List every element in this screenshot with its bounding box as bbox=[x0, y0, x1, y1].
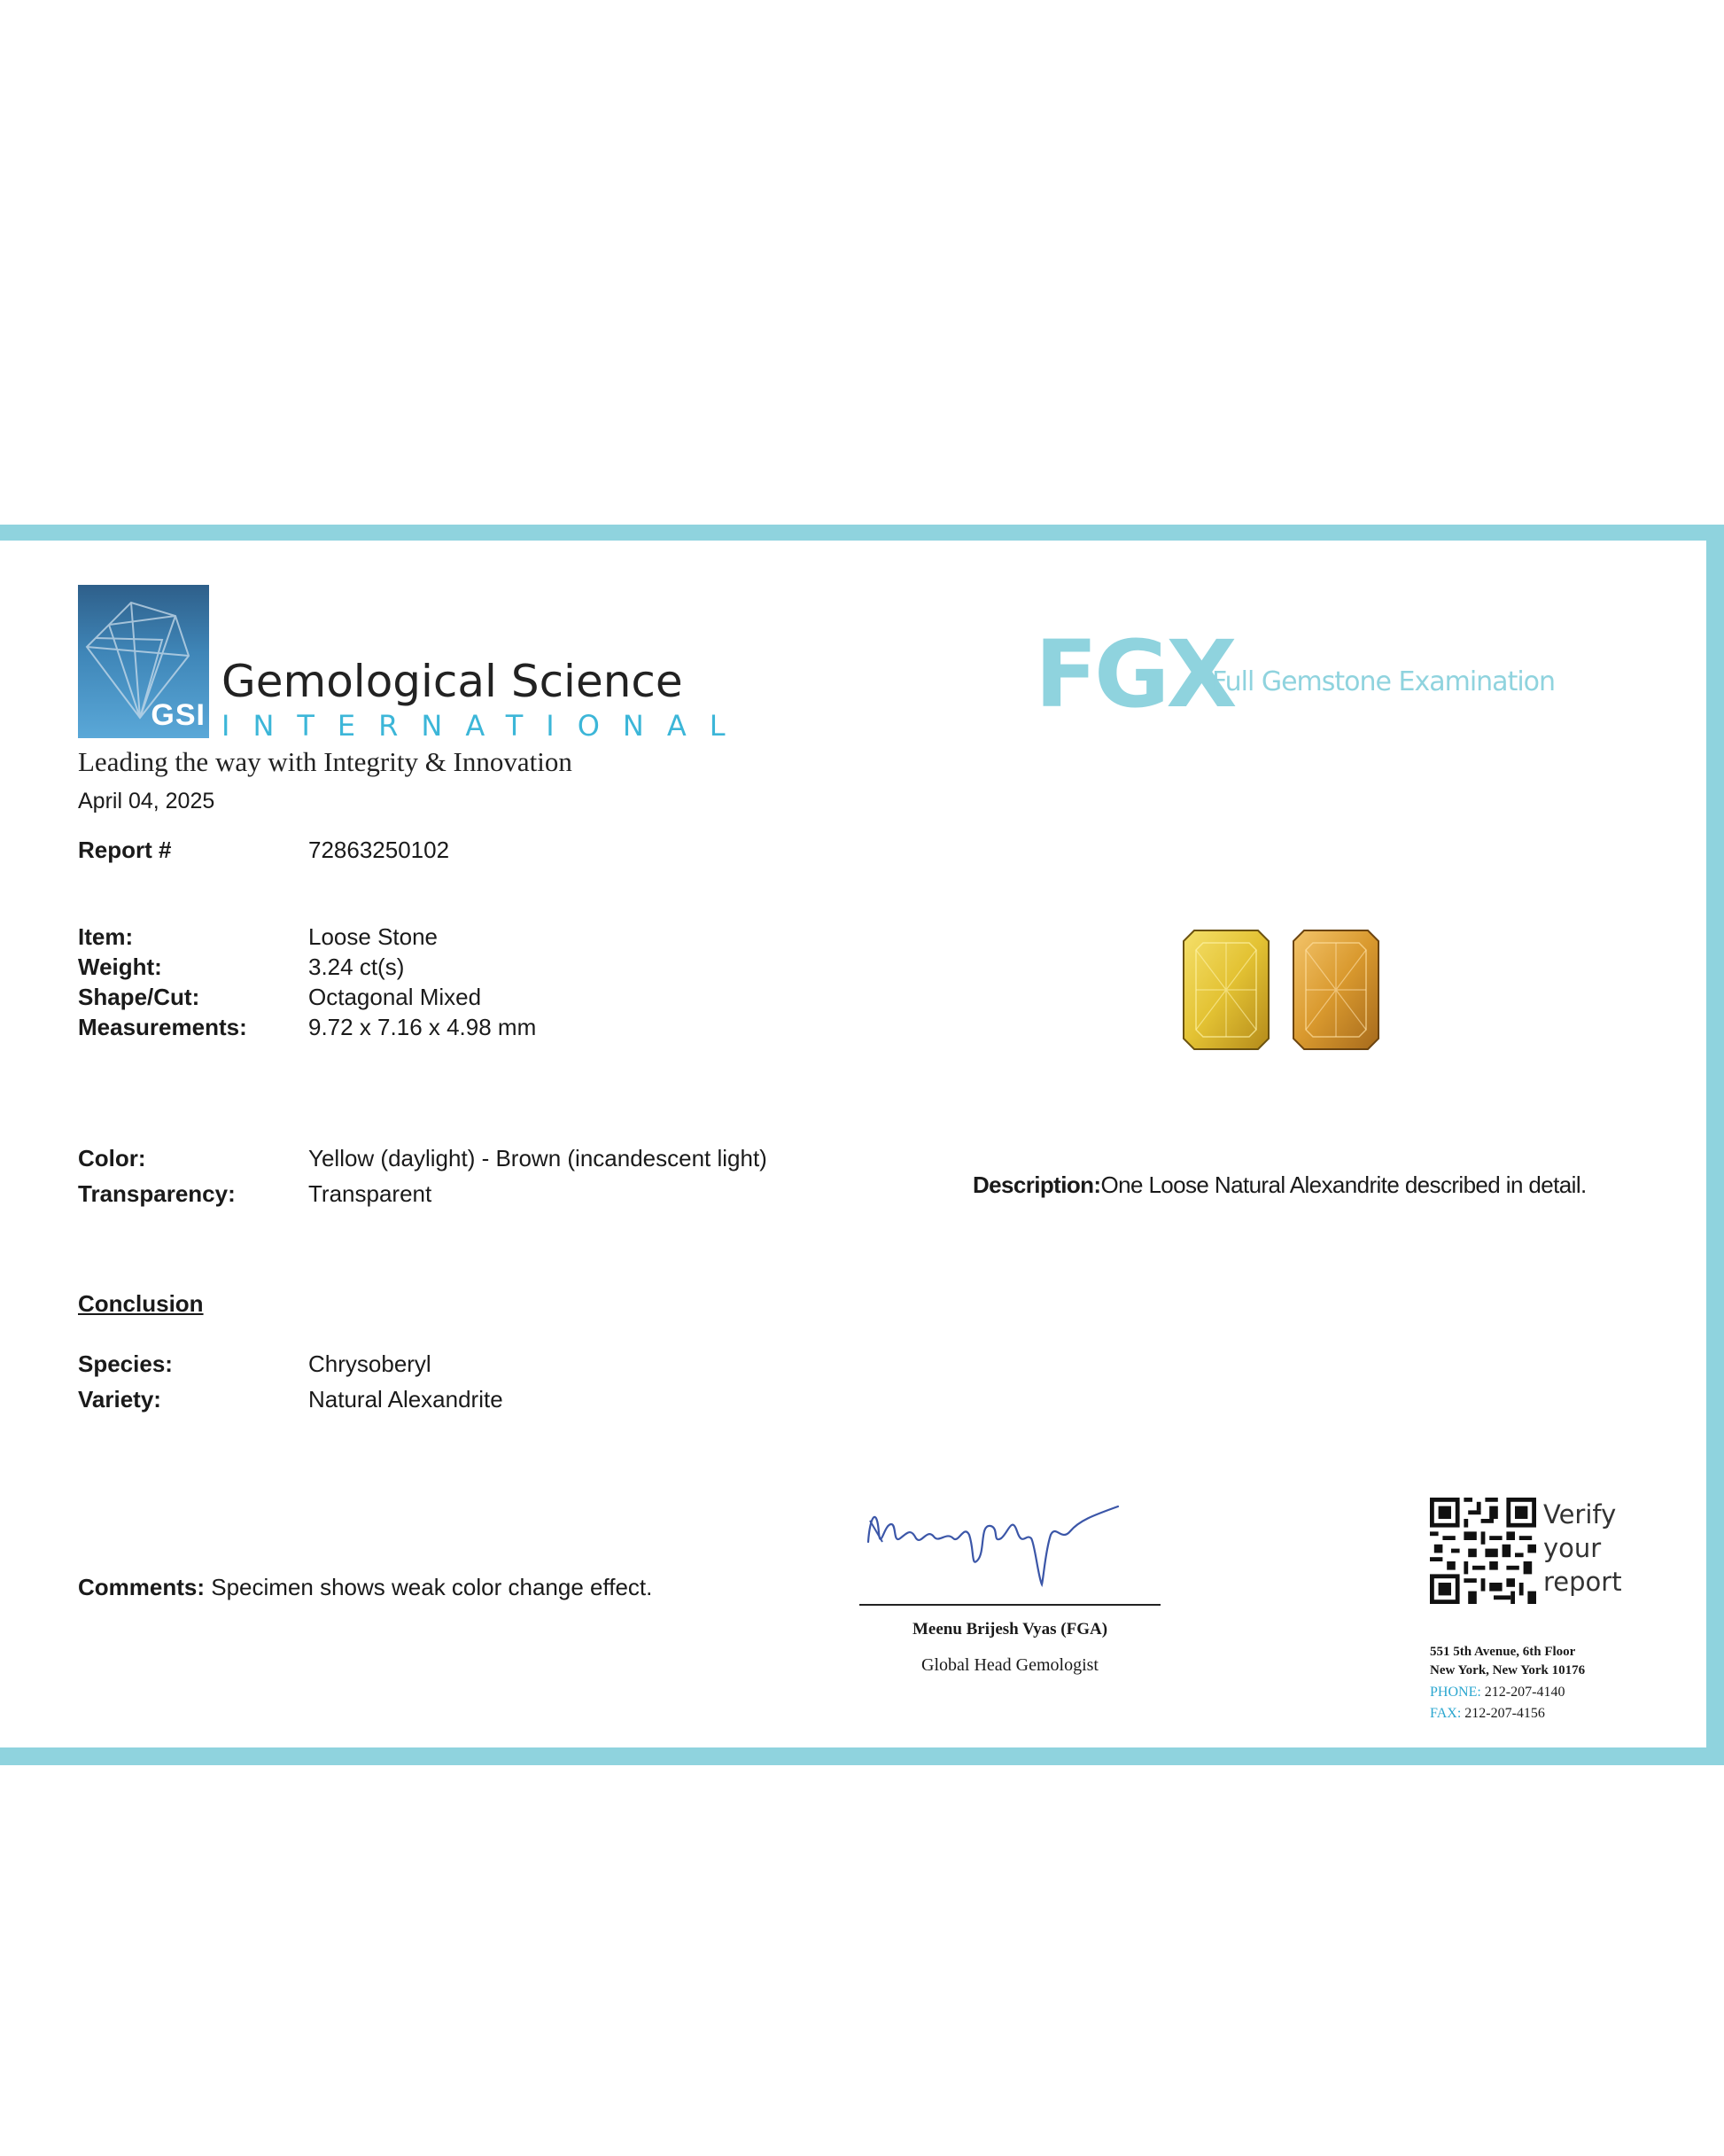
color-value: Yellow (daylight) - Brown (incandescent light) bbox=[308, 1145, 767, 1171]
variety-value: Natural Alexandrite bbox=[308, 1386, 503, 1413]
signatory-name: Meenu Brijesh Vyas (FGA) bbox=[912, 1620, 1108, 1638]
species-value: Chrysoberyl bbox=[308, 1350, 431, 1377]
certificate-body bbox=[0, 541, 1706, 1747]
verify-line-1: Verify bbox=[1543, 1499, 1617, 1529]
comments-text: Specimen shows weak color change effect. bbox=[211, 1574, 653, 1600]
color-label: Color: bbox=[78, 1145, 146, 1171]
address-line-1: 551 5th Avenue, 6th Floor bbox=[1430, 1645, 1576, 1659]
conclusion-heading: Conclusion bbox=[78, 1290, 204, 1317]
weight-value: 3.24 ct(s) bbox=[308, 953, 405, 980]
item-value: Loose Stone bbox=[308, 923, 439, 950]
signature-image bbox=[861, 1480, 1127, 1595]
qr-code-icon[interactable] bbox=[1430, 1498, 1536, 1604]
description-label: Description: bbox=[973, 1171, 1101, 1198]
weight-label: Weight: bbox=[78, 953, 162, 980]
gsi-logo-diamond-icon bbox=[78, 585, 209, 738]
phone-row bbox=[1430, 1682, 1565, 1703]
signature-line bbox=[859, 1604, 1161, 1606]
verify-line-2: your bbox=[1543, 1533, 1602, 1563]
company-international: INTERNATIONAL bbox=[221, 709, 749, 743]
fax-label: FAX: bbox=[1430, 1706, 1462, 1721]
gem-incandescent bbox=[1293, 930, 1378, 1049]
gem-daylight bbox=[1184, 930, 1269, 1049]
verify-line-3: report bbox=[1543, 1567, 1622, 1597]
address-line-2: New York, New York 10176 bbox=[1430, 1663, 1586, 1677]
fax-row bbox=[1430, 1703, 1565, 1724]
fgx-title: Full Gemstone Examination bbox=[1212, 666, 1556, 697]
company-name: Gemological Science bbox=[221, 656, 683, 707]
fax-number: 212-207-4156 bbox=[1464, 1706, 1545, 1721]
phone-label: PHONE: bbox=[1430, 1685, 1481, 1700]
verify-report-link[interactable] bbox=[1543, 1498, 1622, 1599]
measurements-label: Measurements: bbox=[78, 1014, 247, 1040]
comments bbox=[78, 1574, 652, 1601]
description bbox=[973, 1171, 1587, 1199]
shape-value: Octagonal Mixed bbox=[308, 984, 482, 1010]
shape-label: Shape/Cut: bbox=[78, 984, 200, 1010]
measurements-value: 9.72 x 7.16 x 4.98 mm bbox=[308, 1014, 537, 1040]
fgx-logo: FGX bbox=[1035, 620, 1234, 728]
report-date: April 04, 2025 bbox=[78, 789, 215, 813]
variety-label: Variety: bbox=[78, 1386, 161, 1413]
signatory-title: Global Head Gemologist bbox=[921, 1655, 1099, 1675]
certificate-frame bbox=[0, 525, 1724, 1765]
contact-numbers bbox=[1430, 1682, 1565, 1724]
transparency-label: Transparency: bbox=[78, 1180, 236, 1207]
address bbox=[1430, 1643, 1585, 1680]
description-text: One Loose Natural Alexandrite described in detail. bbox=[1100, 1171, 1587, 1198]
phone-number: 212-207-4140 bbox=[1484, 1685, 1565, 1700]
species-label: Species: bbox=[78, 1350, 173, 1377]
item-label: Item: bbox=[78, 923, 134, 950]
company-tagline: Leading the way with Integrity & Innovation bbox=[78, 746, 572, 777]
gemstone-image bbox=[1182, 929, 1386, 1053]
transparency-value: Transparent bbox=[308, 1180, 432, 1207]
comments-label: Comments: bbox=[78, 1574, 206, 1600]
logo-mark-text: GSI bbox=[151, 698, 206, 732]
report-number-label: Report # bbox=[78, 837, 172, 863]
report-number: 72863250102 bbox=[308, 837, 450, 863]
